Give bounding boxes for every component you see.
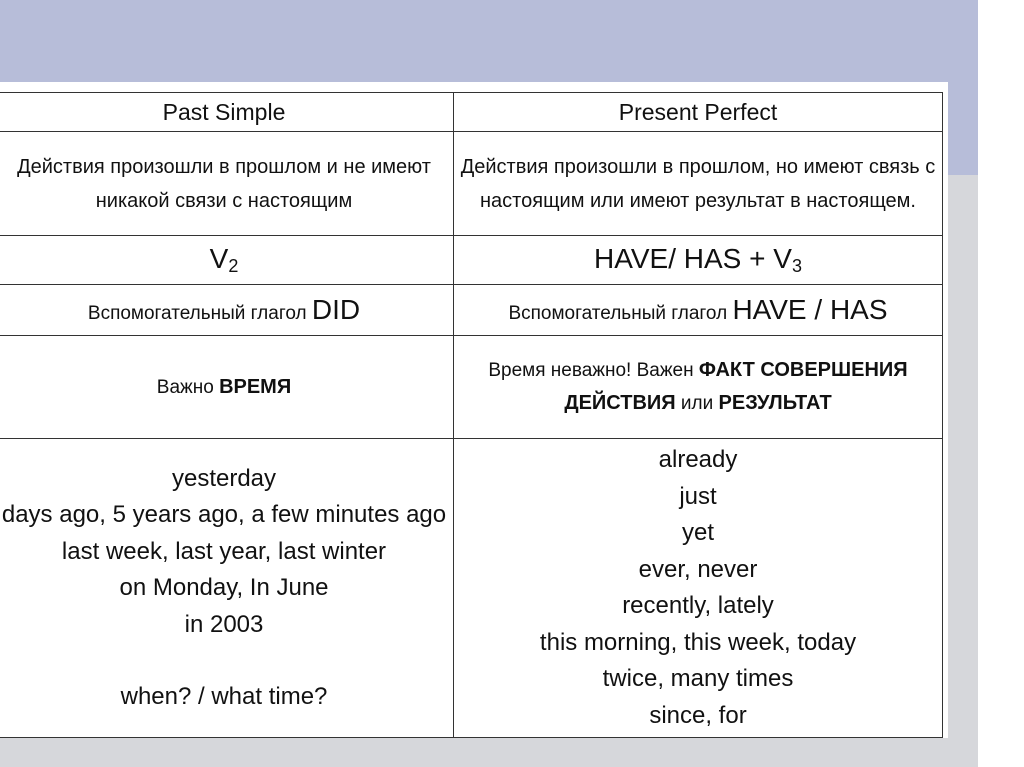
present-description-line: настоящем. — [806, 189, 916, 212]
header-past-simple: Past Simple — [0, 93, 454, 132]
present-marker: this morning, this week, today — [539, 628, 857, 656]
past-marker: when? / what time? — [120, 683, 328, 710]
past-description-line: Действия произошли в прошлом — [17, 155, 322, 178]
past-meaning-bold: ВРЕМЯ — [219, 375, 292, 398]
present-marker: yet — [681, 519, 714, 546]
header-present-perfect: Present Perfect — [454, 93, 943, 132]
past-auxiliary-verb: DID — [311, 294, 361, 325]
meaning-row — [0, 336, 943, 439]
present-form — [454, 236, 943, 285]
time-markers-row — [0, 439, 943, 738]
past-auxiliary — [0, 285, 454, 336]
present-form-base: HAVE/ HAS + V — [594, 243, 792, 274]
past-marker: in 2003 — [184, 610, 264, 638]
present-markers — [454, 439, 943, 738]
past-marker-spacer — [0, 643, 449, 679]
present-marker: twice, many times — [602, 665, 794, 692]
past-form-base: V — [209, 243, 229, 274]
present-description-line: Действия произошли в прошлом, но имеют — [460, 155, 864, 178]
past-auxiliary-label: Вспомогательный глагол — [87, 303, 312, 324]
present-marker: already — [658, 446, 738, 473]
present-marker: just — [679, 482, 717, 510]
present-meaning — [454, 336, 943, 439]
present-description-line: связь с настоящим или имеют результат в — [480, 155, 936, 212]
present-meaning-bold2: РЕЗУЛЬТАТ — [718, 392, 832, 414]
tense-comparison-table — [0, 92, 943, 738]
past-marker: yesterday — [171, 464, 277, 492]
header-row — [0, 93, 943, 132]
form-row — [0, 236, 943, 285]
present-marker: ever, never — [638, 555, 758, 583]
past-marker: last week, last year, last winter — [61, 537, 387, 565]
description-row — [0, 132, 943, 236]
present-marker: recently, lately — [622, 592, 774, 619]
present-meaning-line3 — [719, 393, 832, 414]
past-form-sub: 2 — [228, 256, 239, 276]
present-meaning-bold: ФАКТ СОВЕРШЕНИЯ ДЕЙСТВИЯ — [564, 359, 908, 414]
past-marker: days ago, 5 years ago, a few minutes ago — [1, 501, 447, 528]
past-meaning — [0, 336, 454, 439]
past-form — [0, 236, 454, 285]
slide-right-margin — [978, 0, 1024, 767]
past-description — [0, 132, 454, 236]
present-meaning-suffix: или — [675, 393, 714, 414]
present-auxiliary-verb: HAVE / HAS — [732, 294, 888, 325]
past-marker: on Monday, In June — [119, 574, 329, 601]
present-meaning-line1: Время неважно! — [488, 360, 632, 381]
present-form-sub: 3 — [791, 256, 802, 276]
present-description — [454, 132, 943, 236]
auxiliary-row — [0, 285, 943, 336]
present-auxiliary-label: Вспомогательный глагол — [508, 303, 733, 324]
past-description-line: и не имеют никакой связи с настоящим — [95, 155, 431, 212]
past-meaning-prefix: Важно — [156, 376, 220, 398]
past-markers — [0, 439, 454, 738]
present-auxiliary — [454, 285, 943, 336]
present-marker: since, for — [649, 701, 747, 729]
present-meaning-prefix: Важен — [636, 360, 699, 381]
